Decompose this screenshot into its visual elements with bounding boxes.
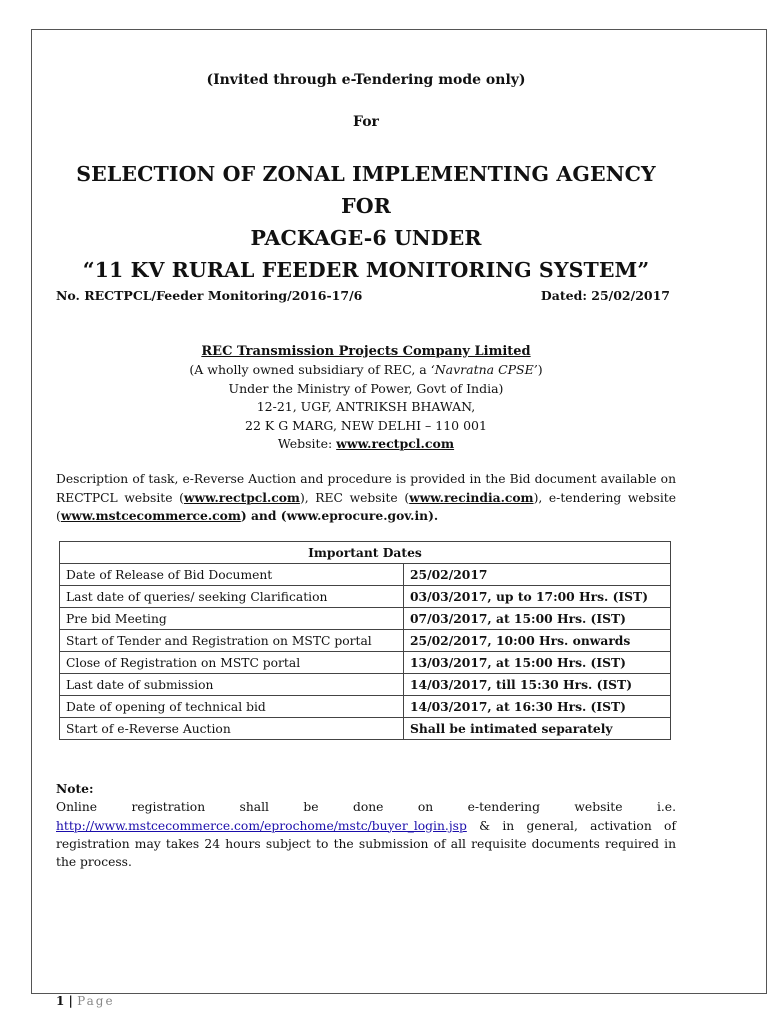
reference-number: No. RECTPCL/Feeder Monitoring/2016-17/6	[56, 288, 363, 303]
date-value-cell: 03/03/2017, up to 17:00 Hrs. (IST)	[404, 586, 671, 608]
mstc-registration-link[interactable]: http://www.mstcecommerce.com/eprochome/mstc/buyer_login.jsp	[56, 818, 467, 833]
date-value-cell: 25/02/2017	[404, 564, 671, 586]
date-label-cell: Start of Tender and Registration on MSTC portal	[60, 630, 404, 652]
date-label-cell: Date of Release of Bid Document	[60, 564, 404, 586]
note-word: e-tendering	[467, 800, 540, 815]
eprocure-text: ) and (www.eprocure.gov.in).	[240, 508, 439, 523]
page-number: 1	[56, 994, 65, 1008]
note-block	[56, 780, 676, 871]
note-word: i.e.	[656, 800, 676, 815]
description-paragraph: Description of task, e-Reverse Auction and procedure is provided in the Bid document available on RECTPCL website (www.rectpcl.com), REC website (www.recindia.com), e-tendering website (www.mstcecommerce.com) and (www.eprocure.gov.in).	[56, 472, 677, 523]
important-dates-heading: Important Dates	[60, 542, 671, 564]
date-label-cell: Start of e-Reverse Auction	[60, 718, 404, 740]
company-website-line: Website: www.rectpcl.com	[277, 436, 455, 452]
navratna-text: ‘Navratna CPSE’	[430, 362, 538, 378]
date-value-cell: 14/03/2017, at 16:30 Hrs. (IST)	[404, 696, 671, 718]
date-value-cell: 25/02/2017, 10:00 Hrs. onwards	[404, 630, 671, 652]
company-ministry-line: Under the Ministry of Power, Govt of India)	[228, 380, 504, 396]
note-word: shall	[239, 800, 269, 815]
company-website-link[interactable]: www.rectpcl.com	[336, 436, 455, 452]
table-header-row	[60, 542, 671, 564]
date-label-cell: Pre bid Meeting	[60, 608, 404, 630]
table-row	[60, 630, 671, 652]
note-first-line	[56, 798, 676, 816]
date-value-cell: 13/03/2017, at 15:00 Hrs. (IST)	[404, 652, 671, 674]
company-address-line-2: 22 K G MARG, NEW DELHI – 110 001	[245, 417, 487, 433]
table-row	[60, 586, 671, 608]
reference-date: Dated: 25/02/2017	[540, 288, 670, 303]
table-row	[60, 718, 671, 740]
note-heading: Note:	[56, 781, 94, 796]
date-value-cell: 07/03/2017, at 15:00 Hrs. (IST)	[404, 608, 671, 630]
tender-mode-subtitle: (Invited through e-Tendering mode only)	[206, 72, 526, 88]
note-word: registration	[131, 800, 206, 815]
table-row	[60, 608, 671, 630]
company-name: REC Transmission Projects Company Limited	[201, 344, 531, 359]
table-row	[60, 564, 671, 586]
company-address-line-1: 12-21, UGF, ANTRIKSH BHAWAN,	[256, 399, 476, 415]
reference-line	[56, 288, 676, 303]
note-body: http://www.mstcecommerce.com/eprochome/mstc/buyer_login.jsp & in general, activation of registration may takes 24 hours subject to the submission of all requisite documents required in the process.	[56, 818, 676, 870]
mstc-website-link[interactable]: www.mstcecommerce.com	[60, 508, 241, 523]
table-row	[60, 652, 671, 674]
page-word: Page	[77, 994, 115, 1008]
date-label-cell: Last date of queries/ seeking Clarification	[60, 586, 404, 608]
rectpcl-website-link[interactable]: www.rectpcl.com	[183, 489, 300, 505]
rec-website-link[interactable]: www.recindia.com	[409, 489, 534, 505]
date-label-cell: Last date of submission	[60, 674, 404, 696]
date-value-cell: Shall be intimated separately	[404, 718, 671, 740]
note-word: on	[417, 800, 434, 815]
table-row	[60, 696, 671, 718]
company-subsidiary-line: (A wholly owned subsidiary of REC, a ‘Navratna CPSE’)	[189, 362, 543, 378]
table-row	[60, 674, 671, 696]
page-footer: 1 | Page	[56, 994, 115, 1008]
note-word: done	[352, 800, 384, 815]
title-line-1: SELECTION OF ZONAL IMPLEMENTING AGENCY FOR	[76, 162, 656, 218]
note-word: website	[574, 800, 623, 815]
note-word: Online	[56, 800, 98, 815]
date-label-cell: Close of Registration on MSTC portal	[60, 652, 404, 674]
date-value-cell: 14/03/2017, till 15:30 Hrs. (IST)	[404, 674, 671, 696]
company-block	[56, 342, 676, 453]
for-label: For	[353, 114, 379, 130]
document-title	[56, 158, 676, 286]
note-word: be	[303, 800, 319, 815]
title-line-2: PACKAGE-6 UNDER	[250, 226, 482, 250]
title-line-3: “11 KV RURAL FEEDER MONITORING SYSTEM”	[82, 258, 650, 282]
date-label-cell: Date of opening of technical bid	[60, 696, 404, 718]
important-dates-table	[59, 541, 671, 740]
